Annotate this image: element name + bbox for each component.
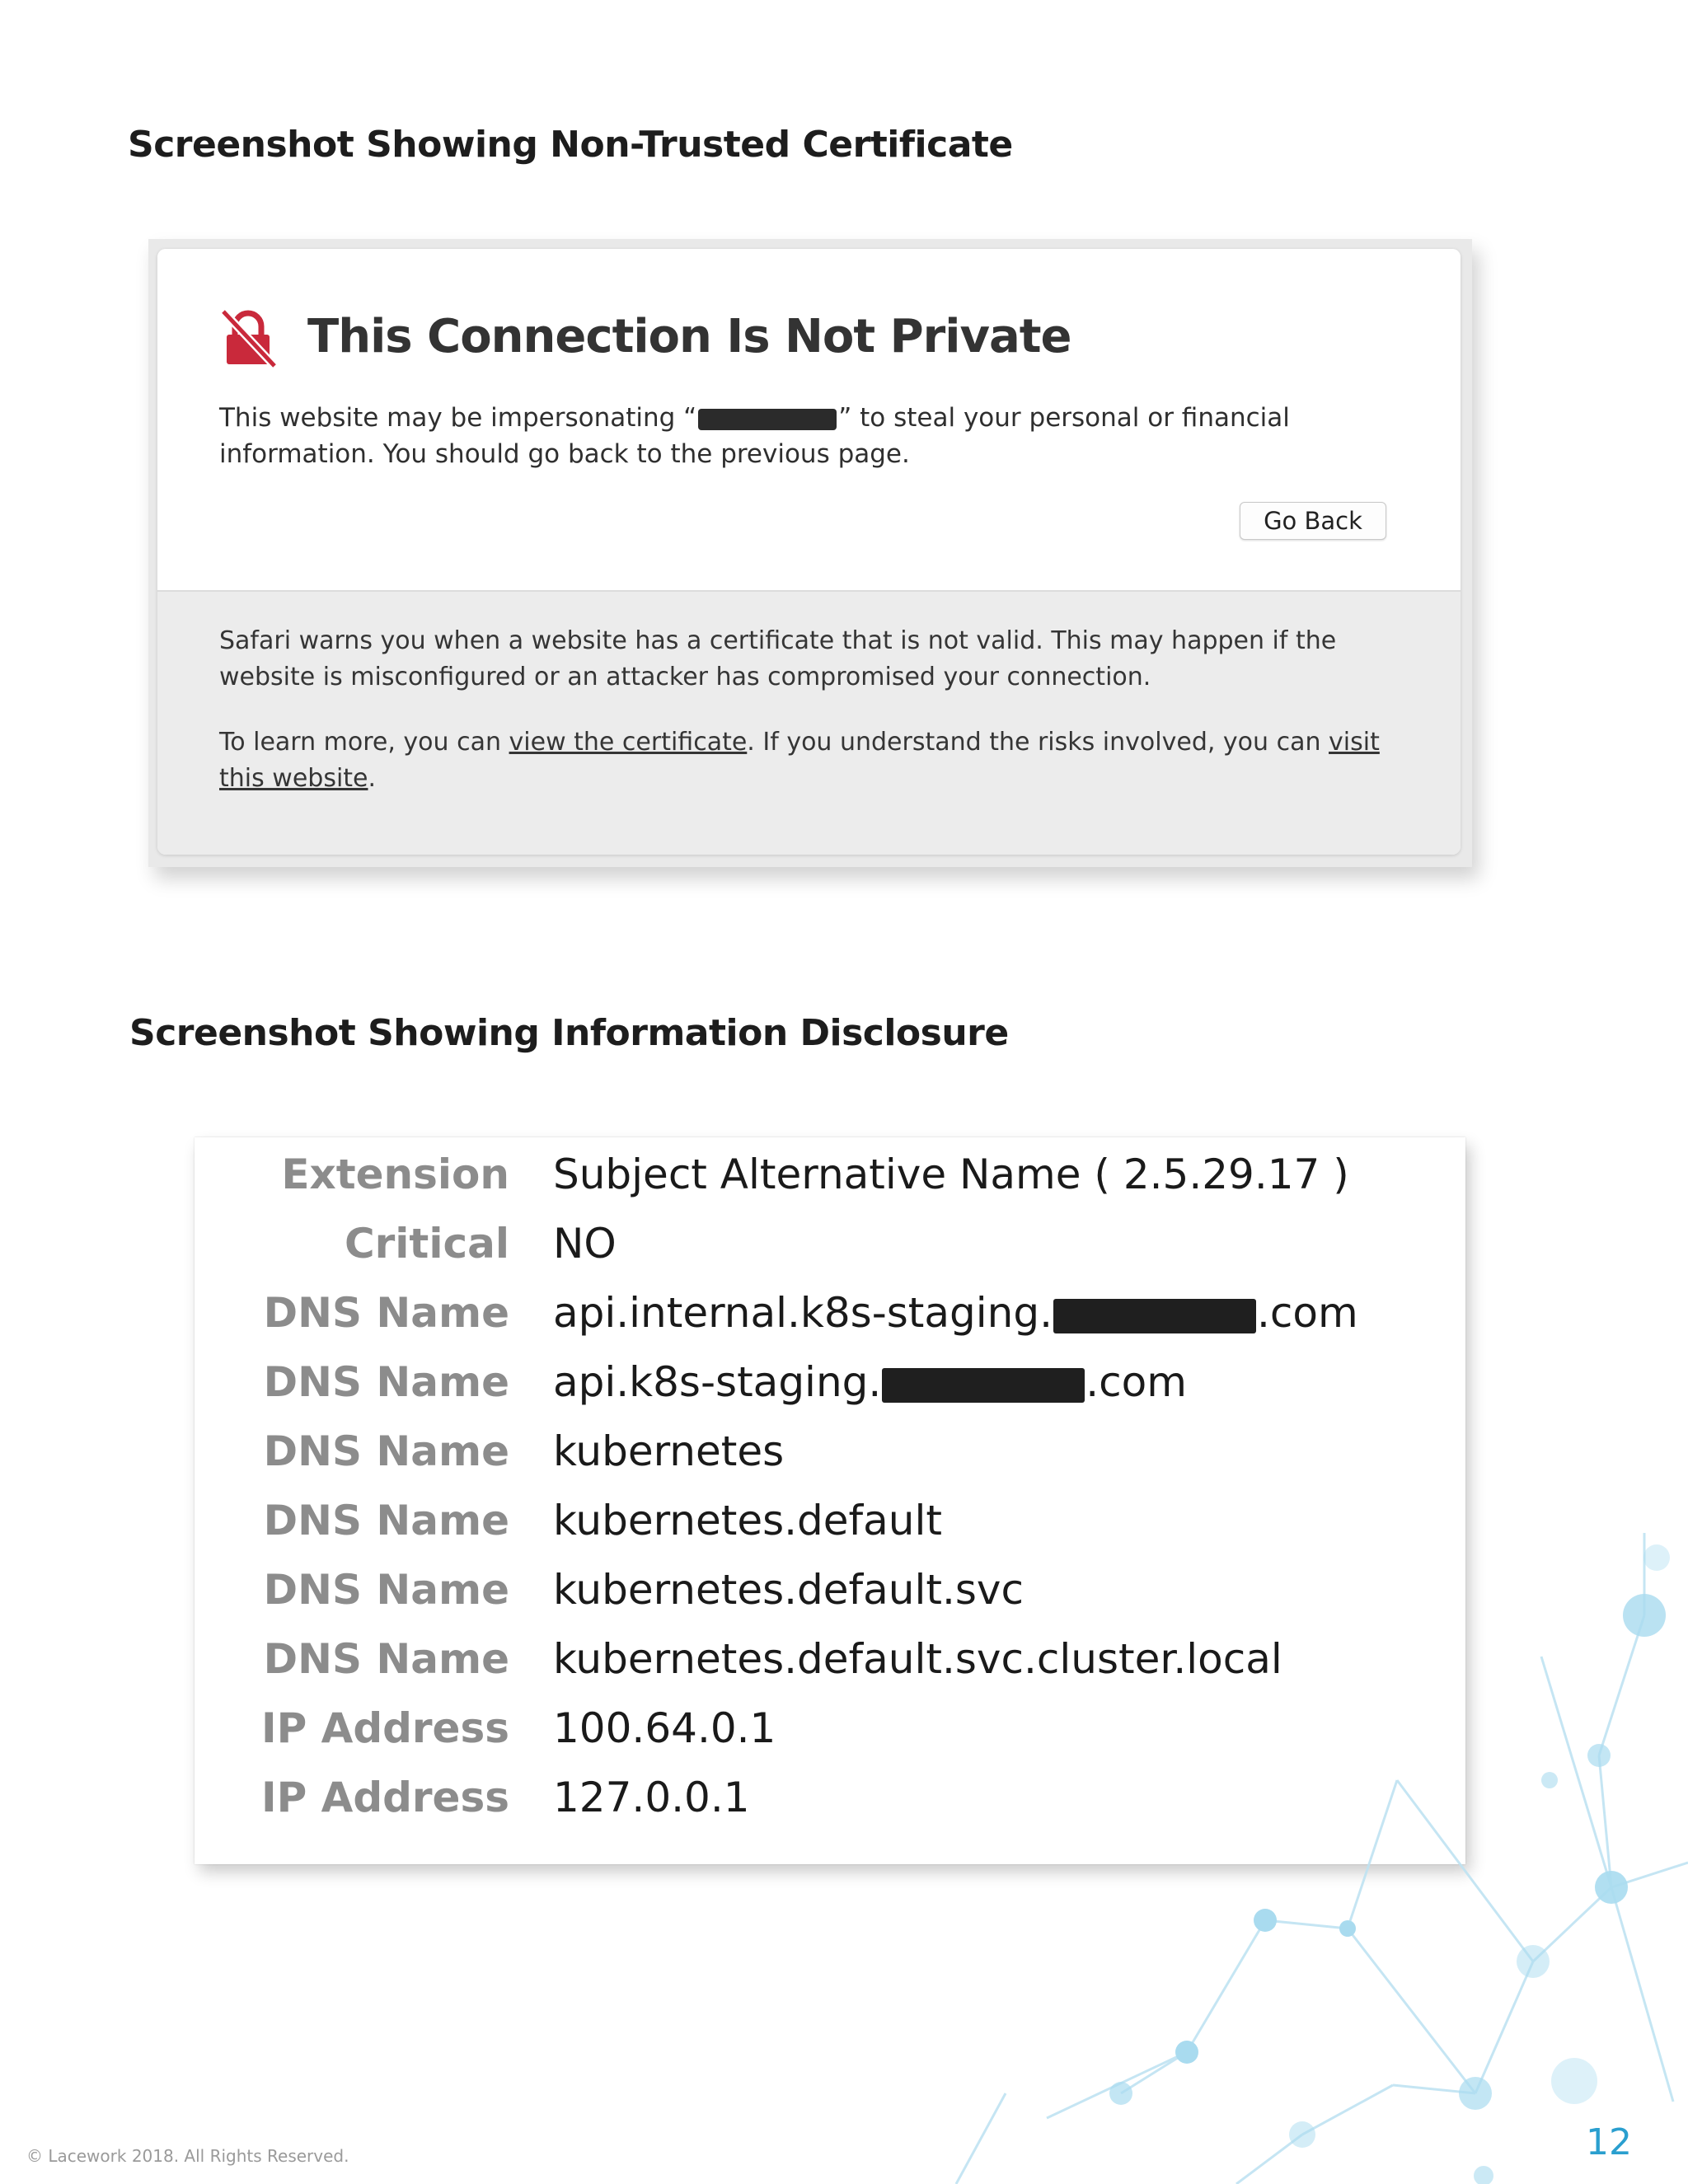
cert-value: kubernetes — [553, 1427, 785, 1475]
cert-value: Subject Alternative Name ( 2.5.29.17 ) — [553, 1151, 1349, 1198]
cert-label: DNS Name — [263, 1497, 509, 1544]
cert-label: DNS Name — [263, 1427, 509, 1475]
message-before: This website may be impersonating “ — [219, 403, 697, 433]
cert-row — [195, 1347, 1465, 1417]
lock-crossed-icon — [218, 308, 278, 368]
redacted-domain — [1053, 1299, 1256, 1333]
cert-row — [195, 1278, 1465, 1347]
dns-suffix: .com — [1257, 1289, 1358, 1337]
cert-label: DNS Name — [263, 1289, 509, 1337]
dns-suffix: .com — [1085, 1358, 1187, 1406]
cert-row — [195, 1140, 1465, 1209]
cert-label: Critical — [344, 1220, 509, 1268]
decorative-network-graphic — [907, 1525, 1688, 2184]
warning-top-panel — [157, 249, 1461, 590]
cert-value — [553, 1347, 1187, 1417]
warning-details-panel — [157, 590, 1461, 855]
view-certificate-link[interactable]: view the certificate — [509, 728, 748, 757]
learn-more-prefix: To learn more, you can — [219, 728, 509, 757]
cert-label: IP Address — [260, 1704, 509, 1752]
cert-value: kubernetes.default.svc — [553, 1566, 1024, 1614]
footer-copyright: © Lacework 2018. All Rights Reserved. — [26, 2146, 349, 2166]
learn-more-suffix: . — [368, 764, 377, 793]
cert-row — [195, 1209, 1465, 1278]
cert-row — [195, 1417, 1465, 1486]
section-heading-non-trusted-certificate: Screenshot Showing Non-Trusted Certificate — [128, 124, 1013, 166]
warning-title: This Connection Is Not Private — [307, 310, 1071, 363]
cert-label: DNS Name — [263, 1358, 509, 1406]
redacted-domain — [698, 409, 837, 430]
learn-more-middle: . If you understand the risks involved, you can — [747, 728, 1329, 757]
redacted-domain — [882, 1368, 1085, 1403]
cert-label: DNS Name — [263, 1635, 509, 1683]
cert-label: IP Address — [260, 1774, 509, 1821]
visit-website-link[interactable]: visit this website — [219, 728, 1380, 793]
safari-warning-card — [157, 249, 1461, 855]
dns-prefix: api.k8s-staging. — [553, 1358, 882, 1406]
cert-label: DNS Name — [263, 1566, 509, 1614]
cert-value: NO — [553, 1220, 617, 1268]
cert-value: kubernetes.default — [553, 1497, 942, 1544]
cert-value — [553, 1278, 1358, 1347]
safari-warning-screenshot — [148, 239, 1472, 867]
message-after: ” to steal your personal or financial information. You should go back to the previous page. — [219, 403, 1290, 469]
section-heading-information-disclosure: Screenshot Showing Information Disclosure — [129, 1012, 1009, 1054]
go-back-button[interactable]: Go Back — [1240, 502, 1386, 540]
cert-value: 127.0.0.1 — [553, 1774, 750, 1821]
warning-explanation: Safari warns you when a website has a certificate that is not valid. This may happen if the website is misconfigured or an attacker has compromised your connection. — [219, 626, 1337, 691]
cert-value: kubernetes.default.svc.cluster.local — [553, 1635, 1282, 1683]
page-number: 12 — [1586, 2121, 1632, 2163]
cert-label: Extension — [281, 1151, 509, 1198]
dns-prefix: api.internal.k8s-staging. — [553, 1289, 1053, 1337]
cert-value: 100.64.0.1 — [553, 1704, 776, 1752]
learn-more-text — [219, 724, 1406, 797]
warning-message — [219, 400, 1390, 472]
